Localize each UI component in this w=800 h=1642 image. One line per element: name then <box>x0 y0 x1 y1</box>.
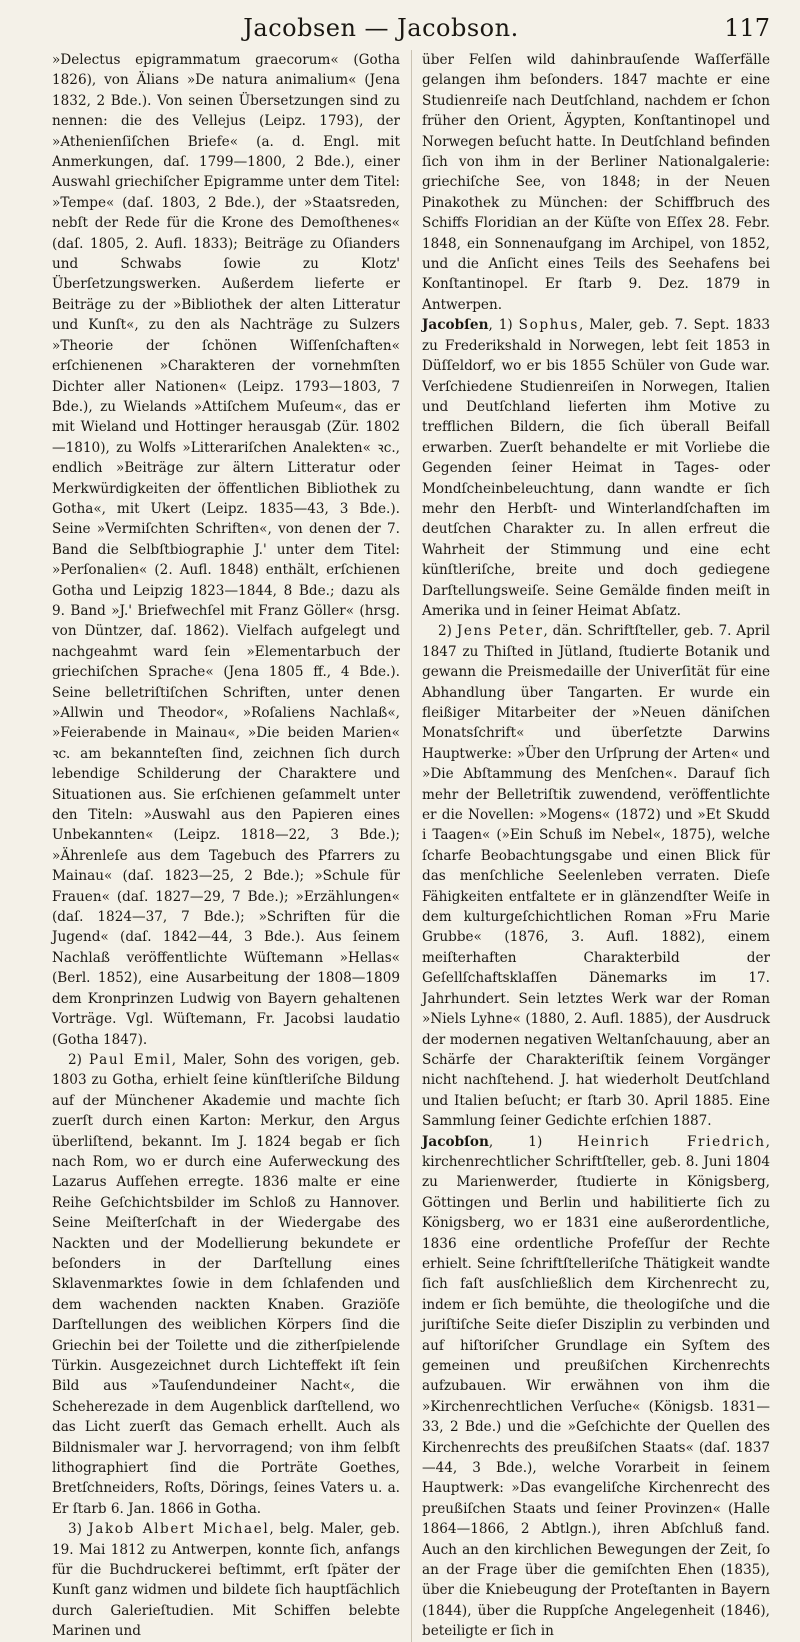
left-column <box>52 50 400 1642</box>
text-run: , 1) <box>488 1133 578 1150</box>
paragraph <box>52 50 400 1050</box>
text-run: , Maler, Sohn des vorigen, geb. 1803 zu Gotha, erhielt ſeine künſtleriſche Bildung auf der Münchener Akademie und machte ſich zuerſt durch einen Karton: Merkur, den Argus überliſtend, bekannt. Im J. 1824 begab er ſich nach Rom, wo er durch eine Auferweckung des Lazarus Aufſehen erregte. 1836 malte er eine Reihe Geſchichtsbilder im Schloß zu Hannover. Seine Meiſterſchaft in der Wiedergabe des Nackten und der Modellierung bekundete er beſonders in der Darſtellung eines Sklavenmarktes ſowie in dem ſchlafenden und dem wachenden nackten Knaben. Graziöſe Darſtellungen des weiblichen Körpers ſind die Griechin bei der Toilette und die zitherſpielende Türkin. Ausgezeichnet durch Lichteffekt iſt ſein Bild aus »Tauſendundeiner Nacht«, die Scheherezade in dem Augenblick darſtellend, wo das Licht zuerſt das Gemach erhellt. Auch als Bildnismaler war J. hervorragend; von ihm ſelbſt lithographiert ſind die Porträte Goethes, Bretſchneiders, Roſts, Dörings, ſeines Vaters u. a. Er ſtarb 6. Jan. 1866 in Gotha. <box>52 1051 400 1517</box>
paragraph <box>422 50 770 315</box>
text-run: , dän. Schriftſteller, geb. 7. April 1847 zu Thiſted in Jütland, ſtudierte Botanik und gewann die Preismedaille der Univerſität für eine Abhandlung über Tangarten. Er wurde ein fleißiger Mitarbeiter der »Neuen däniſchen Monatsſchrift« und überſetzte Darwins Hauptwerke: »Über den Urſprung der Arten« und »Die Abſtammung des Menſchen«. Darauf ſich mehr der Belletriſtik zuwendend, veröffentlichte er die Novellen: »Mogens« (1872) und »Et Skudd i Taagen« (»Ein Schuß im Nebel«, 1875), welche ſcharfe Beobachtungsgabe und einen Blick für das menſchliche Seelenleben verraten. Dieſe Fähigkeiten entfaltete er in glänzendſter Weiſe in dem kulturgeſchichtlichen Roman »Fru Marie Grubbe« (1876, 3. Aufl. 1882), einem meiſterhaften Charakterbild der Geſellſchaftsklaſſen Dänemarks im 17. Jahrhundert. Sein letztes Werk war der Roman »Niels Lyhne« (1880, 2. Aufl. 1885), der Ausdruck der modernen negativen Weltanſchauung, aber an Schärfe der Charakteriſtik ſeinem Vorgänger nicht nachſtehend. J. hat wiederholt Deutſchland und Italien beſucht; er ſtarb 30. April 1885. Eine Sammlung ſeiner Gedichte erſchien 1887. <box>422 623 771 1130</box>
person-name: Jakob Albert Michael <box>88 1521 270 1538</box>
person-name: Paul Emil <box>89 1051 172 1068</box>
person-name: Heinrich Friedrich <box>577 1133 766 1150</box>
text-run: 2) <box>438 623 457 640</box>
text-run: 2) <box>68 1051 89 1068</box>
text-run: , belg. Maler, geb. 19. Mai 1812 zu Antwerpen, konnte ſich, anfangs für die Buchdruckerei beſtimmt, erſt ſpäter der Kunſt ganz widmen und bildete ſich hauptſächlich durch Galerieſtudien. Mit Schiffen belebte Marinen und <box>52 1521 400 1640</box>
text-columns <box>52 50 770 1642</box>
text-run: »Delectus epigrammatum graecorum« (Gotha 1826), von Älians »De natura animalium« (Jena 1832, 2 Bde.). Von seinen Übersetzungen sind zu nennen: die des Vellejus (Leipz. 1793), der »Athenienſiſchen Briefe« (a. d. Engl. mit Anmerkungen, daſ. 1799—1800, 2 Bde.), einer Auswahl griechiſcher Epigramme unter dem Titel: »Tempe« (daſ. 1803, 2 Bde.), der »Staatsreden, nebſt der Rede für die Krone des Demoſthenes« (daſ. 1805, 2. Aufl. 1833); Beiträge zu Oſianders und Schwabs ſowie zu Klotz' Überſetzungswerken. Außerdem lieferte er Beiträge zu der »Bibliothek der alten Litteratur und Kunſt«, zu den als Nachträge zu Sulzers »Theorie der ſchönen Wiſſenſchaften« erſchienenen »Charakteren der vornehmſten Dichter aller Nationen« (Leipz. 1793—1803, 7 Bde.), zu Wielands »Attiſchem Muſeum«, das er mit Wieland und Hottinger herausgab (Zür. 1802—1810), zu Wolfs »Litterariſchen Analekten« ꝛc., endlich »Beiträge zur ältern Litteratur oder Merkwürdigkeiten der öffentlichen Bibliothek zu Gotha«, mit Ukert (Leipz. 1835—43, 3 Bde.). Seine »Vermiſchten Schriften«, von denen der 7. Band die Selbſtbiographie J.' unter dem Titel: »Perſonalien« (2. Aufl. 1848) enthält, erſchienen Gotha und Leipzig 1823—1844, 8 Bde.; dazu als 9. Band »J.' Briefwechſel mit Franz Göller« (hrsg. von Düntzer, daſ. 1862). Vielfach aufgelegt und nachgeahmt ward ſein »Elementarbuch der griechiſchen Sprache« (Jena 1805 ff., 4 Bde.). Seine belletriſtiſchen Schriften, unter denen »Allwin und Theodor«, »Roſaliens Nachlaß«, »Feierabende in Mainau«, »Die beiden Marien« ꝛc. am bekannteſten ſind, zeichnen ſich durch lebendige Schilderung der Charaktere und Situationen aus. Sie erſchienen geſammelt unter den Titeln: »Auswahl aus den Papieren eines Unbekannten« (Leipz. 1818—22, 3 Bde.); »Ährenleſe aus dem Tagebuch des Pfarrers zu Mainau« (daſ. 1823—25, 2 Bde.); »Schule für Frauen« (daſ. 1827—29, 7 Bde.); »Erzählungen« (daſ. 1824—37, 7 Bde.); »Schriften für die Jugend« (daſ. 1842—44, 3 Bde.). Aus ſeinem Nachlaß veröffentlichte Wüſtemann »Hellas« (Berl. 1852), eine Ausarbeitung der 1808—1809 dem Kronprinzen Ludwig von Bayern gehaltenen Vorträge. Vgl. Wüſtemann, Fr. Jacobsi laudatio (Gotha 1847). <box>52 52 400 1048</box>
headword: Jacobſon <box>422 1133 489 1150</box>
person-name: Jens Peter <box>456 623 544 640</box>
paragraph <box>52 1050 400 1519</box>
person-name: Sophus <box>518 317 579 334</box>
text-run: , 1) <box>488 317 519 334</box>
text-run: über Felſen wild dahinbrauſende Waſſerfälle gelangen ihm beſonders. 1847 machte er eine Studienreiſe nach Deutſchland, nachdem er ſchon früher den Orient, Ägypten, Konſtantinopel und Norwegen beſucht hatte. In Deutſchland befinden ſich von ihm in der Berliner Nationalgalerie: griechiſche See, von 1848; in der Neuen Pinakothek zu München: der Schiffbruch des Schiffs Floridian an der Küſte von Eſſex 28. Febr. 1848, ein Sonnenaufgang im Archipel, von 1852, und die Anſicht eines Teils des Seehafens bei Konſtantinopel. Er ſtarb 9. Dez. 1879 in Antwerpen. <box>422 52 770 313</box>
page-number: 117 <box>724 14 770 42</box>
paragraph <box>422 621 770 1131</box>
column-divider <box>411 50 412 1642</box>
page-header <box>52 6 770 50</box>
paragraph <box>422 1132 770 1642</box>
text-run: 3) <box>68 1521 89 1538</box>
text-run: , Maler, geb. 7. Sept. 1833 zu Frederikshald in Norwegen, lebt ſeit 1853 in Düſſeldorf, wo er bis 1855 Schüler von Gude war. Verſchiedene Studienreiſen in Norwegen, Italien und Deutſchland lieferten ihm Motive zu trefflichen Bildern, die ſich überall Beifall erwarben. Zuerſt behandelte er mit Vorliebe die Gegenden ſeiner Heimat in Tages- oder Mondſcheinbeleuchtung, dann wandte er ſich mehr den Herbſt- und Winterlandſchaften im deutſchen Charakter zu. In allen erfreut die Wahrheit der Stimmung und eine echt künſtleriſche, breite und doch gediegene Darſtellungsweiſe. Seine Gemälde finden meiſt in Amerika und in ſeiner Heimat Abſatz. <box>422 317 770 619</box>
running-title: Jacobsen — Jacobson. <box>243 14 519 42</box>
right-column <box>422 50 770 1642</box>
paragraph <box>52 1519 400 1641</box>
text-run: , kirchenrechtlicher Schriftſteller, geb. 8. Juni 1804 zu Marienwerder, ſtudierte in Königsberg, Göttingen und Berlin und habilitierte ſich zu Königsberg, wo er 1831 eine außerordentliche, 1836 eine ordentliche Profeſſur der Rechte erhielt. Seine ſchriftſtelleriſche Thätigkeit wandte ſich faſt ausſchließlich dem Kirchenrecht zu, indem er ſich bemühte, die theologiſche und die juriſtiſche Seite dieſer Disziplin zu verbinden und auf hiſtoriſcher Grundlage ein Syſtem des gemeinen und preußiſchen Kirchenrechts aufzubauen. Wir erwähnen von ihm die »Kirchenrechtlichen Verſuche« (Königsb. 1831—33, 2 Bde.) und die »Geſchichte der Quellen des Kirchenrechts des preußiſchen Staats« (daſ. 1837—44, 3 Bde.), welche Vorarbeit in ſeinem Hauptwerk: »Das evangeliſche Kirchenrecht des preußiſchen Staats und ſeiner Provinzen« (Halle 1864—1866, 2 Abtlgn.), ihren Abſchluß fand. Auch an den kirchlichen Bewegungen der Zeit, ſo an der Frage über die gemiſchten Ehen (1835), über die Kniebeugung der Proteſtanten in Bayern (1844), über die Ruppſche Angelegenheit (1846), beteiligte er ſich in <box>422 1133 770 1640</box>
paragraph <box>422 315 770 621</box>
headword: Jacobſen <box>422 317 489 334</box>
